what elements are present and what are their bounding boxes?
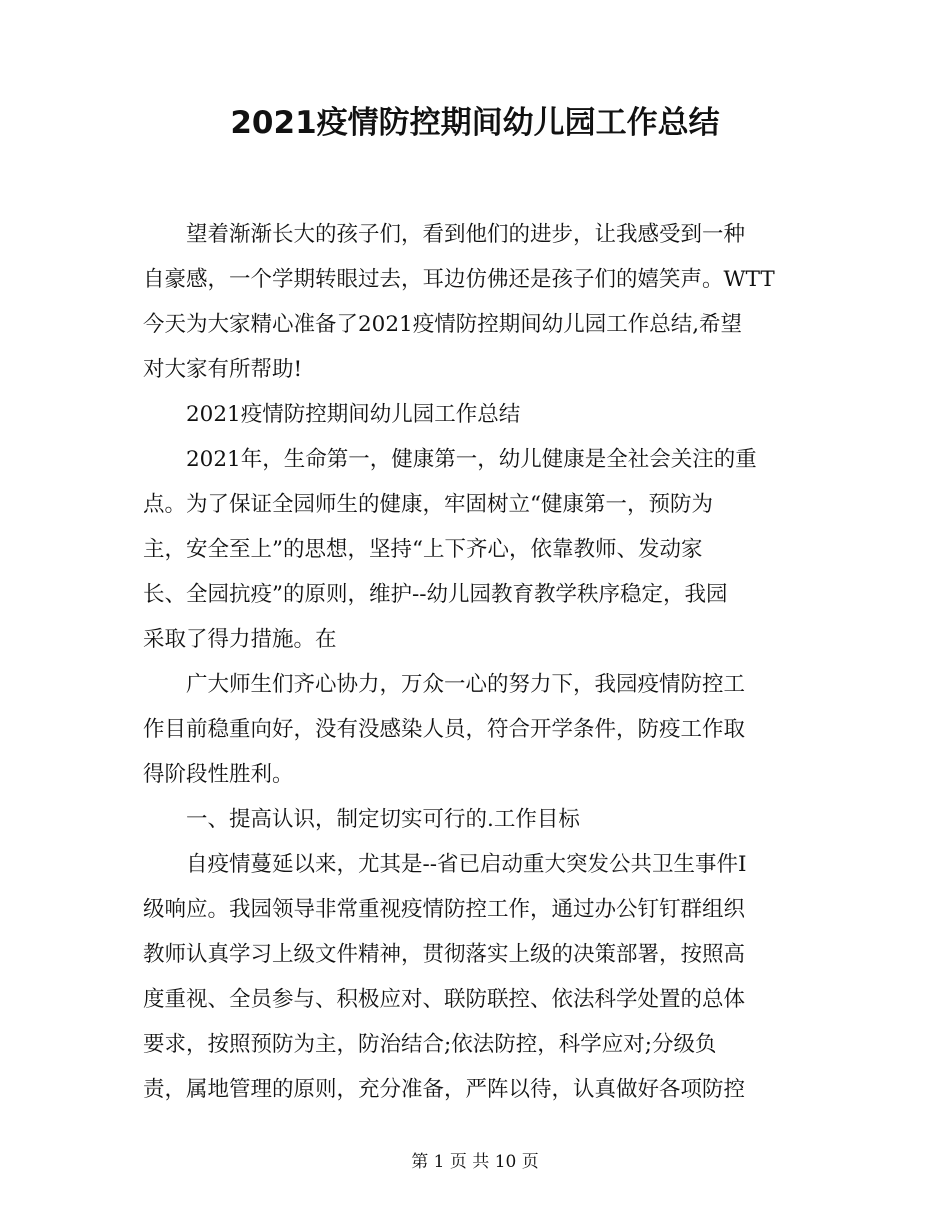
paragraph-line: 对大家有所帮助! xyxy=(143,357,303,382)
paragraph-line: 自豪感，一个学期转眼过去，耳边仿佛还是孩子们的嬉笑声。WTT xyxy=(143,267,775,292)
paragraph-line: 长、全园抗疫”的原则，维护--幼儿园教育教学秩序稳定，我园 xyxy=(143,582,728,607)
paragraph-line: 点。为了保证全园师生的健康，牢固树立“健康第一，预防为 xyxy=(143,492,713,517)
paragraph-line: 教师认真学习上级文件精神，贯彻落实上级的决策部署，按照高 xyxy=(143,942,746,967)
document-title: 2021疫情防控期间幼儿园工作总结 xyxy=(230,105,720,141)
paragraph-line: 采取了得力措施。在 xyxy=(143,627,337,652)
page-footer: 第 1 页 共 10 页 xyxy=(411,1152,539,1172)
paragraph-line: 望着渐渐长大的孩子们，看到他们的进步，让我感受到一种 xyxy=(186,222,746,247)
paragraph-line: 主，安全至上”的思想，坚持“上下齐心，依靠教师、发动家 xyxy=(143,537,703,562)
paragraph-line: 广大师生们齐心协力，万众一心的努力下，我园疫情防控工 xyxy=(186,672,746,697)
paragraph-line: 作目前稳重向好，没有没感染人员，符合开学条件，防疫工作取 xyxy=(143,717,746,742)
paragraph-line: 度重视、全员参与、积极应对、联防联控、依法科学处置的总体 xyxy=(143,987,746,1012)
paragraph-line: 要求，按照预防为主，防治结合;依法防控，科学应对;分级负 xyxy=(143,1032,717,1057)
paragraph-line: 得阶段性胜利。 xyxy=(143,762,294,787)
paragraph-line: 2021年，生命第一，健康第一，幼儿健康是全社会关注的重 xyxy=(186,447,757,472)
paragraph-line: 责，属地管理的原则，充分准备，严阵以待，认真做好各项防控 xyxy=(143,1077,746,1102)
paragraph-line: 自疫情蔓延以来，尤其是--省已启动重大突发公共卫生事件Ⅰ xyxy=(186,852,747,877)
section-heading: 一、提高认识，制定切实可行的.工作目标 xyxy=(186,807,580,832)
paragraph-line: 级响应。我园领导非常重视疫情防控工作，通过办公钉钉群组织 xyxy=(143,897,746,922)
paragraph-line: 今天为大家精心准备了2021疫情防控期间幼儿园工作总结,希望 xyxy=(143,312,743,337)
subtitle-line: 2021疫情防控期间幼儿园工作总结 xyxy=(186,402,521,427)
